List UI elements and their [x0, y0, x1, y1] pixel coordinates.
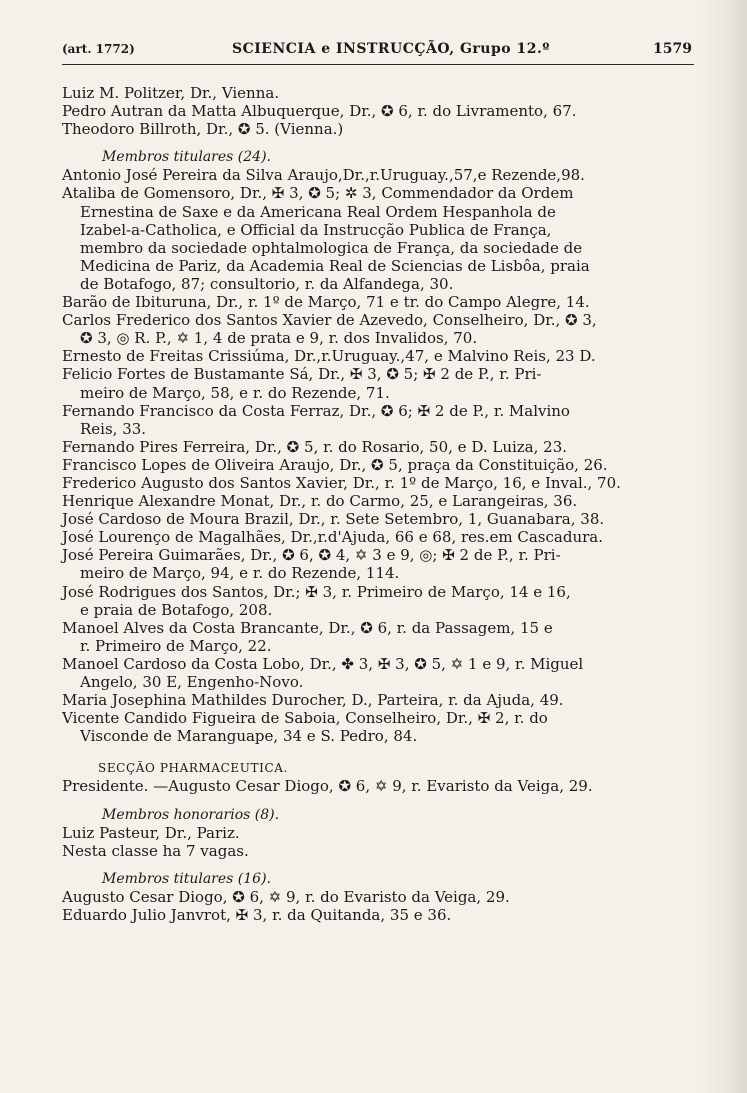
section-heading: Membros honorarios (8). [102, 806, 280, 823]
section-heading: Membros titulares (16). [102, 870, 271, 887]
text-line: Frederico Augusto dos Santos Xavier, Dr., r. 1º de Março, 16, e Inval., 70. [62, 473, 621, 492]
text-line: Luiz Pasteur, Dr., Pariz. [62, 823, 240, 842]
text-line: ✪ 3, ◎ R. P., ✡ 1, 4 de prata e 9, r. dos Invalidos, 70. [80, 329, 478, 348]
text-line: Visconde de Maranguape, 34 e S. Pedro, 84. [80, 727, 418, 746]
text-line: Ataliba de Gomensoro, Dr., ✠ 3, ✪ 5; ✲ 3, Commendador da Ordem [62, 184, 574, 203]
section-title: SCIENCIA e INSTRUCÇÃO, Grupo 12.º [232, 41, 550, 57]
text-line: Fernando Francisco da Costa Ferraz, Dr., ✪ 6; ✠ 2 de P., r. Malvino [62, 401, 570, 420]
text-line: Barão de Ibituruna, Dr., r. 1º de Março, 71 e tr. do Campo Alegre, 14. [62, 293, 590, 312]
text-line: de Botafogo, 87; consultorio, r. da Alfandega, 30. [80, 274, 454, 293]
text-line: meiro de Março, 58, e r. do Rezende, 71. [80, 383, 390, 402]
text-line: Theodoro Billroth, Dr., ✪ 5. (Vienna.) [62, 120, 344, 139]
text-line: José Cardoso de Moura Brazil, Dr., r. Sete Setembro, 1, Guanabara, 38. [62, 510, 605, 529]
text-line: Medicina de Pariz, da Academia Real de Sciencias de Lisbôa, praia [80, 256, 590, 275]
text-line: Eduardo Julio Janvrot, ✠ 3, r. da Quitanda, 35 e 36. [62, 906, 452, 925]
text-line: Pedro Autran da Matta Albuquerque, Dr., ✪ 6, r. do Livramento, 67. [62, 102, 577, 121]
text-line: Manoel Cardoso da Costa Lobo, Dr., ✤ 3, ✠ 3, ✪ 5, ✡ 1 e 9, r. Miguel [62, 654, 584, 673]
text-line: Izabel-a-Catholica, e Official da Instrucção Publica de França, [80, 220, 552, 239]
page-number: 1579 [653, 41, 692, 57]
text-line: membro da sociedade ophtalmologica de França, da sociedade de [80, 238, 583, 257]
text-line: Fernando Pires Ferreira, Dr., ✪ 5, r. do Rosario, 50, e D. Luiza, 23. [62, 437, 568, 456]
text-line: Vicente Candido Figueira de Saboia, Conselheiro, Dr., ✠ 2, r. do [62, 709, 548, 728]
text-line: José Pereira Guimarães, Dr., ✪ 6, ✪ 4, ✡ 3 e 9, ◎; ✠ 2 de P., r. Pri- [62, 546, 561, 565]
text-line: Manoel Alves da Costa Brancante, Dr., ✪ 6, r. da Passagem, 15 e [62, 618, 553, 637]
text-line: José Rodrigues dos Santos, Dr.; ✠ 3, r. Primeiro de Março, 14 e 16, [62, 582, 571, 601]
document-body [62, 84, 700, 924]
text-line: r. Primeiro de Março, 22. [80, 636, 272, 655]
spacer [62, 860, 700, 870]
header-rule [62, 64, 694, 65]
text-line: Henrique Alexandre Monat, Dr., r. do Carmo, 25, e Larangeiras, 36. [62, 492, 578, 511]
text-line: Angelo, 30 E, Engenho-Novo. [80, 673, 304, 691]
text-line: Ernesto de Freitas Crissiúma, Dr.,r.Uruguay.,47, e Malvino Reis, 23 D. [62, 347, 596, 366]
text-line: Presidente. —Augusto Cesar Diogo, ✪ 6, ✡ 9, r. Evaristo da Veiga, 29. [62, 777, 593, 796]
text-line: Felicio Fortes de Bustamante Sá, Dr., ✠ 3, ✪ 5; ✠ 2 de P., r. Pri- [62, 365, 542, 384]
text-line: Maria Josephina Mathildes Durocher, D., Parteira, r. da Ajuda, 49. [62, 691, 564, 710]
text-line: Ernestina de Saxe e da Americana Real Ordem Hespanhola de [80, 202, 556, 221]
page-edge-shadow [699, 0, 747, 1093]
text-line: Augusto Cesar Diogo, ✪ 6, ✡ 9, r. do Evaristo da Veiga, 29. [62, 887, 510, 906]
section-heading: SECÇÃO PHARMACEUTICA. [98, 761, 288, 776]
text-line: meiro de Março, 94, e r. do Rezende, 114. [80, 564, 400, 583]
spacer [62, 138, 700, 148]
spacer [62, 796, 700, 806]
text-line: Luiz M. Politzer, Dr., Vienna. [62, 84, 280, 102]
section-heading: Membros titulares (24). [102, 149, 271, 166]
text-line: Antonio José Pereira da Silva Araujo,Dr.,r.Uruguay.,57,e Rezende,98. [62, 166, 585, 185]
running-header [62, 38, 694, 64]
text-line: Francisco Lopes de Oliveira Araujo, Dr., ✪ 5, praça da Constituição, 26. [62, 455, 608, 474]
text-line: Nesta classe ha 7 vagas. [62, 841, 249, 860]
text-line: Reis, 33. [80, 419, 147, 438]
text-line: e praia de Botafogo, 208. [80, 600, 273, 619]
text-line: Carlos Frederico dos Santos Xavier de Azevedo, Conselheiro, Dr., ✪ 3, [62, 311, 597, 330]
spacer [62, 745, 700, 759]
article-ref: (art. 1772) [62, 42, 135, 56]
text-line: José Lourenço de Magalhães, Dr.,r.d'Ajuda, 66 e 68, res.em Cascadura. [62, 528, 603, 547]
